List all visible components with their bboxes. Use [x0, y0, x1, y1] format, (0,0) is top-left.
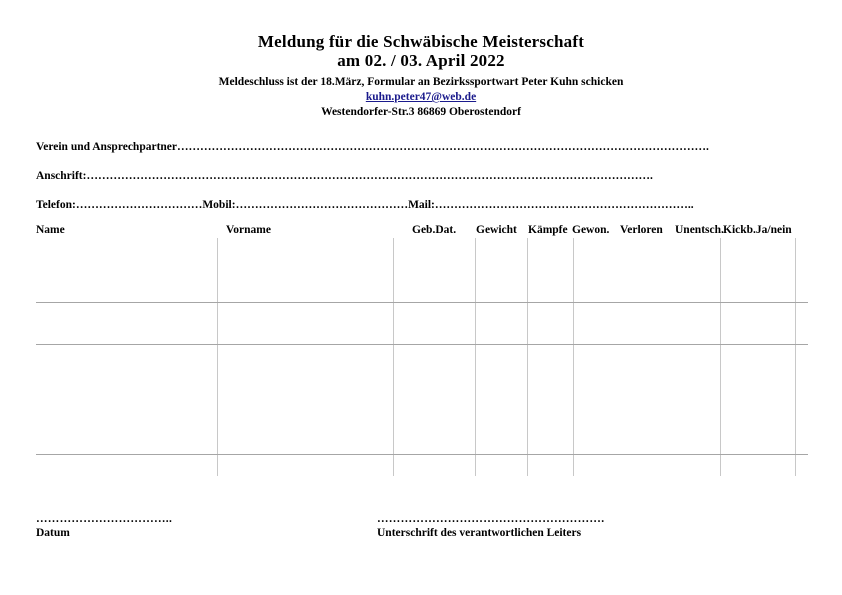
column-divider-3	[475, 238, 476, 476]
field-dots-anschrift[interactable]: ………………………………………………………………………………………………………………………………….	[86, 170, 653, 182]
column-divider-1	[217, 238, 218, 476]
field-dots-telefon[interactable]: ……………………………	[75, 199, 203, 211]
deadline-subtitle: Meldeschluss ist der 18.März, Formular an Bezirkssportwart Peter Kuhn schicken	[218, 76, 624, 88]
column-header-gewicht: Gewicht	[476, 224, 517, 236]
document-title-line2: am 02. / 03. April 2022	[337, 51, 505, 70]
postal-address: Westendorfer-Str.3 86869 Oberostendorf	[321, 106, 521, 118]
field-row-anschrift	[36, 169, 806, 183]
column-header-unentsch: Unentsch.	[675, 224, 724, 236]
field-row-verein	[36, 140, 806, 154]
table-header-row	[36, 223, 808, 238]
date-label: Datum	[36, 527, 70, 539]
field-dots-verein[interactable]: ………………………………………………………………………………………………………………………….	[177, 141, 709, 153]
field-label-anschrift: Anschrift:	[36, 170, 87, 182]
date-signature-line[interactable]: ……………………………..	[36, 513, 173, 525]
column-header-gewonnen: Gewon.	[572, 224, 610, 236]
column-header-kaempfe: Kämpfe	[528, 224, 568, 236]
leader-label: Unterschrift des verantwortlichen Leiters	[377, 527, 582, 539]
email-line	[0, 90, 842, 105]
column-divider-5	[573, 238, 574, 476]
row-divider-3	[36, 454, 808, 455]
field-label-telefon: Telefon:	[36, 199, 76, 211]
field-row-kontakt	[36, 198, 806, 212]
document-title-line1: Meldung für die Schwäbische Meisterschaft	[257, 32, 585, 51]
field-label-verein: Verein und Ansprechpartner	[36, 141, 178, 153]
document-header	[0, 32, 842, 120]
field-label-mobil: Mobil:	[202, 199, 236, 211]
column-header-geb-dat: Geb.Dat.	[412, 224, 457, 236]
column-divider-6	[720, 238, 721, 476]
column-header-name: Name	[36, 224, 65, 236]
column-header-vorname: Vorname	[226, 224, 271, 236]
column-header-kickbox: Kickb.Ja/nein	[723, 224, 792, 236]
form-fields	[36, 140, 806, 227]
table-grid	[36, 238, 808, 476]
leader-signature-line[interactable]: ………………………………………………….	[377, 513, 605, 525]
field-dots-mail[interactable]: …………………………………………………………..	[434, 199, 694, 211]
column-divider-2	[393, 238, 394, 476]
row-divider-2	[36, 344, 808, 345]
email-link[interactable]: kuhn.peter47@web.de	[365, 91, 477, 103]
field-label-mail: Mail:	[408, 199, 435, 211]
field-dots-mobil[interactable]: ………………………………………	[235, 199, 409, 211]
column-header-verloren: Verloren	[620, 224, 663, 236]
row-divider-1	[36, 302, 808, 303]
signature-block-date	[36, 513, 172, 541]
column-divider-4	[527, 238, 528, 476]
signature-block-leader	[377, 513, 604, 541]
column-divider-7	[795, 238, 796, 476]
